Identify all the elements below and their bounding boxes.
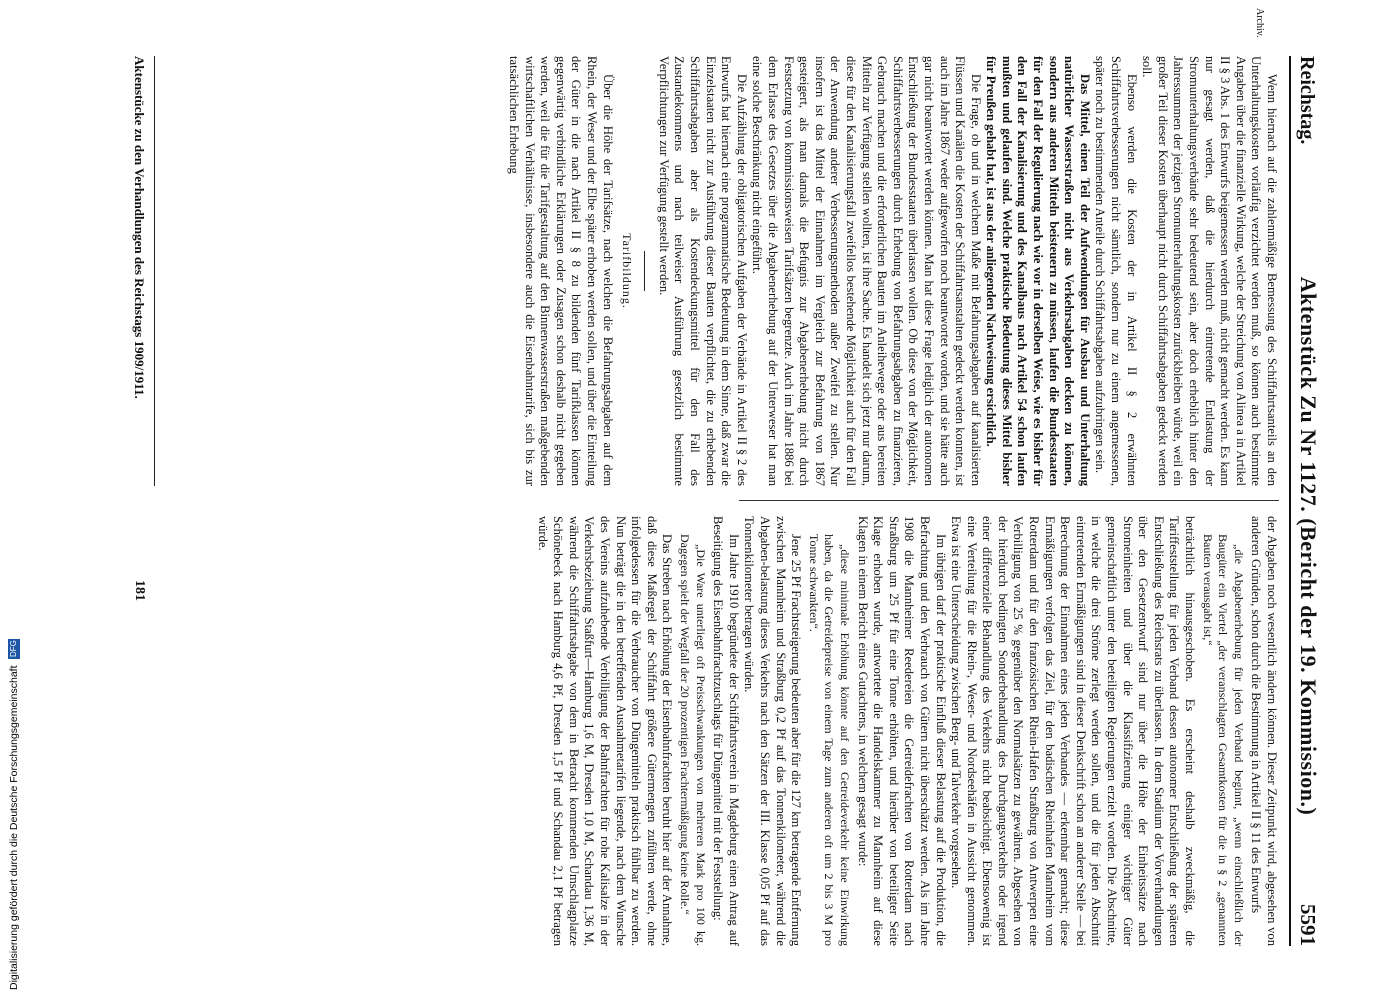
page-number: 5591: [1296, 904, 1320, 946]
scan-credit-text: Digitalisierung gefördert durch die Deutsche Forschungsgemeinschaft: [8, 665, 20, 990]
section-rule: [644, 251, 645, 291]
paragraph: Das Mittel, einen Teil der Aufwendungen für Ausbau und Unterhaltung natürlicher Wasserstraßen nicht aus Verkehrsabgaben decken zu können, sondern aus anderen Mitteln beisteuern zu müssen, laufen die Bundesstaaten für den Fall der Regulierung nach wie vor in derselben Weise, wie es bisher für den Fall der Kanalisierung und des Kanalbaus nach Artikel 54 schon laufen mußten und gelaufen sind. Welche praktische Bedeutung dieses Mittel bisher für Preußen gehabt hat, ist aus der anliegenden Nachweisung ersichtlich.: [984, 56, 1092, 486]
footer-rule: [154, 56, 155, 486]
paragraph: Das Streben nach Erhöhung der Eisenbahnfrachten beruht hier auf der Annahme, daß diese Maßregel der Schiffahrt größere Gütermengen zuführen werde, ohne infolgedessen für die Verbraucher von Düngemitteln praktisch fühlbar zu werden. Nun beträgt die in den betreffenden Ausnahmetarifen liegende, nach dem Wunsche des Vereins aufzuhebende Verbilligung der Bahnfrachten für rohe Kalisalze in der Verkehrsbeziehung Staßfurt—Hamburg 1,6 M, Dresden 1,0 M, Schandau 1,36 M, während die Schiffahrtsabgabe von dem in Betracht kommenden Umschlagplatze Schönebeck nach Hamburg 4,6 Pf, Dresden 1,5 Pf und Schandau 2,1 Pf betragen würde.: [535, 516, 675, 946]
paragraph: Ebenso werden die Kosten der in Artikel II § 2 erwähnten Schiffahrtsverbesserungen nicht sämtlich, sondern nur zu einem angemessenen, später noch zu bestimmenden Anteile durch Schiffahrtsabgaben aufzubringen sein.: [1093, 56, 1139, 486]
running-head: [1289, 56, 1327, 946]
paragraph: Im Jahre 1910 begründete der Schiffahrtsverein in Magdeburg einen Antrag auf Beseitigung des Eisenbahnfrachtzuschlags für Düngemittel mit der Feststellung:: [711, 516, 741, 946]
sheet-number: 181: [132, 580, 147, 601]
header-left: Reichstag.: [1296, 56, 1318, 145]
section-heading: Tarifbildung.: [620, 233, 635, 309]
quotation: „Die Ware unterliegt oft Preisschwankungen von mehreren Mark pro 100 kg. Dagegen spielt der Wegfall der 20 prozentigen Frachtermäßigung keine Rolle.“: [678, 534, 708, 946]
scan-credit: [8, 639, 20, 990]
paragraph: Wenn hiernach auf die zahlenmäßige Bemessung des Schiffahrtsanteils an den Unterhaltungskosten vorläufig verzichtet werden muß, so können auch bestimmte Angaben über die finanzielle Wirkung, welche der Streichung von Alinea a in Artikel II § 3 Abs. 1 des Entwurfs beigemessen werden muß, nicht gemacht werden. Es kann nur gesagt werden, daß die hierdurch eintretende Entlastung der Stromunterhaltungsverbände sehr bedeutend sein, aber doch erheblich hinter den Jahressummen der jetzigen Stromunterhaltungskosten zurückbleiben würde, weil ein großer Teil dieser Kosten überhaupt nicht durch Schiffahrtsabgaben gedeckt werden soll.: [1140, 56, 1279, 486]
paragraph: Über die Höhe der Tarifsätze, nach welchen die Befahrungsabgaben auf dem Rhein, der Weser und der Elbe später erhoben werden sollen, und über die Einteilung der Güter in die nach Artikel II § 8 zu bildenden fünf Tarifklassen können gegenwärtig verbindliche Erklärungen oder Zusagen schon deshalb nicht gegeben werden, weil die für die Tarifgestaltung auf den Binnenwasserstraßen maßgebenden wirtschaftlichen Verhältnisse, insbesondere auch die Eisenbahntarife, sich bis zur tatsächlichen Erhebung: [507, 56, 615, 486]
right-column: [534, 516, 1279, 946]
paragraph: Im übrigen darf der praktische Einfluß dieser Belastung auf die Produktion, die Befrachtung und den Verbrauch von Gütern nicht überschätzt werden. Als im Jahre 1908 die Mannheimer Reedereien die Getreidefrachten von Rotterdam nach Straßburg um 25 Pf für eine Tonne erhöhten, und hierüber von beteiligter Seite Klage erhoben wurde, antwortete die Handelskammer zu Mannheim auf diese Klagen in einem Bericht eines Gutachtens, in welchem gesagt wurde:: [855, 516, 948, 946]
column-divider: [739, 500, 1279, 501]
footer-note: Aktenstücke zu den Verhandlungen des Reichstags 1909/1911.: [132, 56, 147, 399]
paragraph: der Abgaben noch wesentlich ändern können. Dieser Zeitpunkt wird, abgesehen von anderen Gründen, schon durch die Bestimmung in Artikel II § 11 des Entwurfs: [1249, 516, 1279, 946]
paragraph: Jene 25 Pf Frachtsteigerung bedeuten aber für die 127 km betragende Entfernung zwischen Mannheim und Straßburg 0,2 Pf auf das Tonnenkilometer, während die Abgaben-belastung dieses Verkehrs nach den Sätzen der III. Klasse 0,05 Pf auf das Tonnenkilometer betragen würden.: [742, 516, 804, 946]
paragraph: beträchtlich hinausgeschoben. Es erscheint deshalb zweckmäßig, die Tariffeststellung für jeden Verband dessen autonomer Entschließung der späteren Entschließung des Reichsrats zu überlassen. In dem Stadium der Vorverhandlungen über den Gesetzentwurf sind nur über die Höhe der Einheitssätze nach Stromeinheiten und über die Klassifizierung einiger wichtiger Güter gemeinschaftlich unter den beteiligten Regierungen erzielt worden. Die Abschnitte, in welche die drei Ströme zerlegt werden sollen, und die für jeden Abschnitt eintretenden Ermäßigungen sind in dieser Denkschrift schon an anderer Stelle — bei Berechnung der Einnahmen eines jeden Verbandes — erkennbar gemacht; diese Ermäßigungen verfolgen das Ziel, für den badischen Rheinhafen Mannheim vom Rotterdam und für den französischen Rhein-Hafen Straßburg von Antwerpen eine Verbilligung von 25 % gegenüber den Normalsätzen zu gewähren. Abgesehen von der hierdurch bedingten Sonderbehandlung des Durchgangsverkehrs oder irgend einer differenzielle Behandlung des Verkehrs nicht beabsichtigt. Ebensowenig ist eine Verteilung für die Rhein-, Weser- und Nordseehäfen in Aussicht genommen. Etwa ist eine Unterscheidung zwischen Berg- und Talverkehr vorgesehen.: [949, 516, 1198, 946]
quotation: „diese minimale Erhöhung könnte auf den Getreideverkehr keine Einwirkung haben, da die Getreidepreise von einem Tage zum anderen oft um 2 bis 3 M pro Tonne schwankten“.: [806, 534, 852, 946]
header-title: Aktenstück Zu Nr 1127. (Bericht der 19. Kommission.): [1296, 276, 1321, 816]
paragraph: Die Frage, ob und in welchem Maße mit Befahrungsabgaben auf kanalisierten Flüssen und Kanälen die Kosten der Schiffahrtsanstalten gedeckt werden konnten, ist auch im Jahre 1867 weder aufgeworfen noch beantwortet worden, und sie hätte auch gar nicht beantwortet werden können. Man hat diese Frage lediglich der autonomen Entschließung der Bundesstaaten überlassen wollen. Ob diese von der Möglichkeit, Schiffahrtsverbesserungen durch Erhebung von Befahrungsabgaben zu finanzieren, Gebrauch machen und die erforderlichen Bauten im Anleihewege oder aus bereiten Mitteln zur Verfügung stellen wollten, ist ihre Sache. Es handelt sich jetzt nur darum, diese für den Kanalisierungsfall zweifellos bestehende Möglichkeit auch für den Fall der Anwendung anderer Verbesserungsmethoden außer Zweifel zu stellen. Nur insofern ist das Mittel der Einnahmen im Vergleich zur Befahrung von 1867 gesteigert, als man damals die Befugnis zur Abgabenerhebung nicht durch Festsetzung von kommissionsweisen Tarifsätzen begrenzte. Auch im Jahre 1886 bei dem Erlasse des Gesetzes über die Abgabenerhebung auf der Unterweser hat man eine solche Beschränkung nicht eingeführt.: [750, 56, 983, 486]
paragraph: Die Aufzählung der obligatorischen Aufgaben der Verbände in Artikel II § 2 des Entwurfs hat hiernach eine programmatische Bedeutung in dem Sinne, daß zwar die Einzelstaaten nicht zur Ausführung dieser Bauten verpflichtet, die zu erhebenden Schiffahrtsabgaben aber als Kostendeckungsmittel für den Fall des Zustandekommens und nach teilweiser Ausführung gesetzlich bestimmte Verpflichtungen zur Verfügung gestellt werden.: [656, 56, 749, 486]
quotation: „die Abgabenerhebung für jeden Verband beginnt, „wenn einschließlich der Baugüter ein Viertel „der veranschlagten Gesamtkosten für die in § 2 „genannten Bauten verausgabt ist,“: [1200, 534, 1246, 946]
left-column: [506, 56, 1280, 486]
dfg-logo-icon: DFG: [9, 640, 19, 658]
margin-mark: Archiv.: [1254, 8, 1265, 38]
